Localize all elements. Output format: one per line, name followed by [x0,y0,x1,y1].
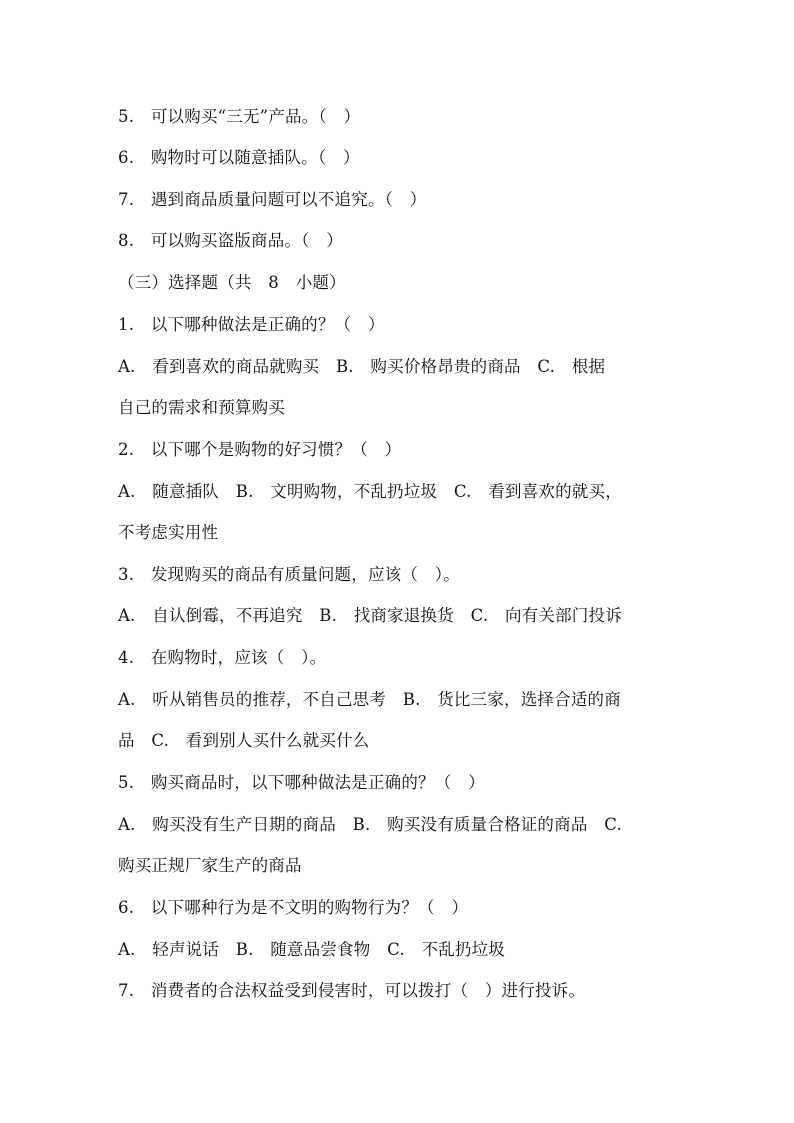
question-6-options: A. 轻声说话 B. 随意品尝食物 C. 不乱扔垃圾 [118,940,506,959]
question-4: 4. 在购物时，应该（ ）。 [118,648,327,667]
question-3: 3. 发现购买的商品有质量问题，应该（ ）。 [118,565,460,584]
true-false-item-6: 6. 购物时可以随意插队。（ ） [118,148,360,167]
question-2-options-cont: 不考虑实用性 [118,523,219,542]
question-2-options: A. 随意插队 B. 文明购物，不乱扔垃圾 C. 看到喜欢的就买， [118,482,622,501]
question-7: 7. 消费者的合法权益受到侵害时，可以拨打（ ）进行投诉。 [118,981,586,1000]
question-1: 1. 以下哪种做法是正确的？（ ） [118,315,385,334]
true-false-item-5: 5. 可以购买“三无”产品。（ ） [118,107,361,126]
question-2: 2. 以下哪个是购物的好习惯？（ ） [118,440,402,459]
section-heading-choice: （三）选择题（共 8 小题） [118,273,346,292]
question-1-options-cont: 自己的需求和预算购买 [118,398,285,417]
question-5: 5. 购买商品时，以下哪种做法是正确的？（ ） [118,773,485,792]
question-6: 6. 以下哪种行为是不文明的购物行为？（ ） [118,898,469,917]
question-5-options-cont: 购买正规厂家生产的商品 [118,856,302,875]
question-4-options: A. 听从销售员的推荐，不自己思考 B. 货比三家，选择合适的商 [118,690,621,709]
question-3-options: A. 自认倒霉，不再追究 B. 找商家退换货 C. 向有关部门投诉 [118,606,622,625]
question-4-options-cont: 品 C. 看到别人买什么就买什么 [118,731,370,750]
question-5-options: A. 购买没有生产日期的商品 B. 购买没有质量合格证的商品 C. [118,815,622,834]
true-false-item-7: 7. 遇到商品质量问题可以不追究。（ ） [118,190,427,209]
true-false-item-8: 8. 可以购买盗版商品。（ ） [118,231,343,250]
question-1-options: A. 看到喜欢的商品就购买 B. 购买价格昂贵的商品 C. 根据 [118,357,606,376]
